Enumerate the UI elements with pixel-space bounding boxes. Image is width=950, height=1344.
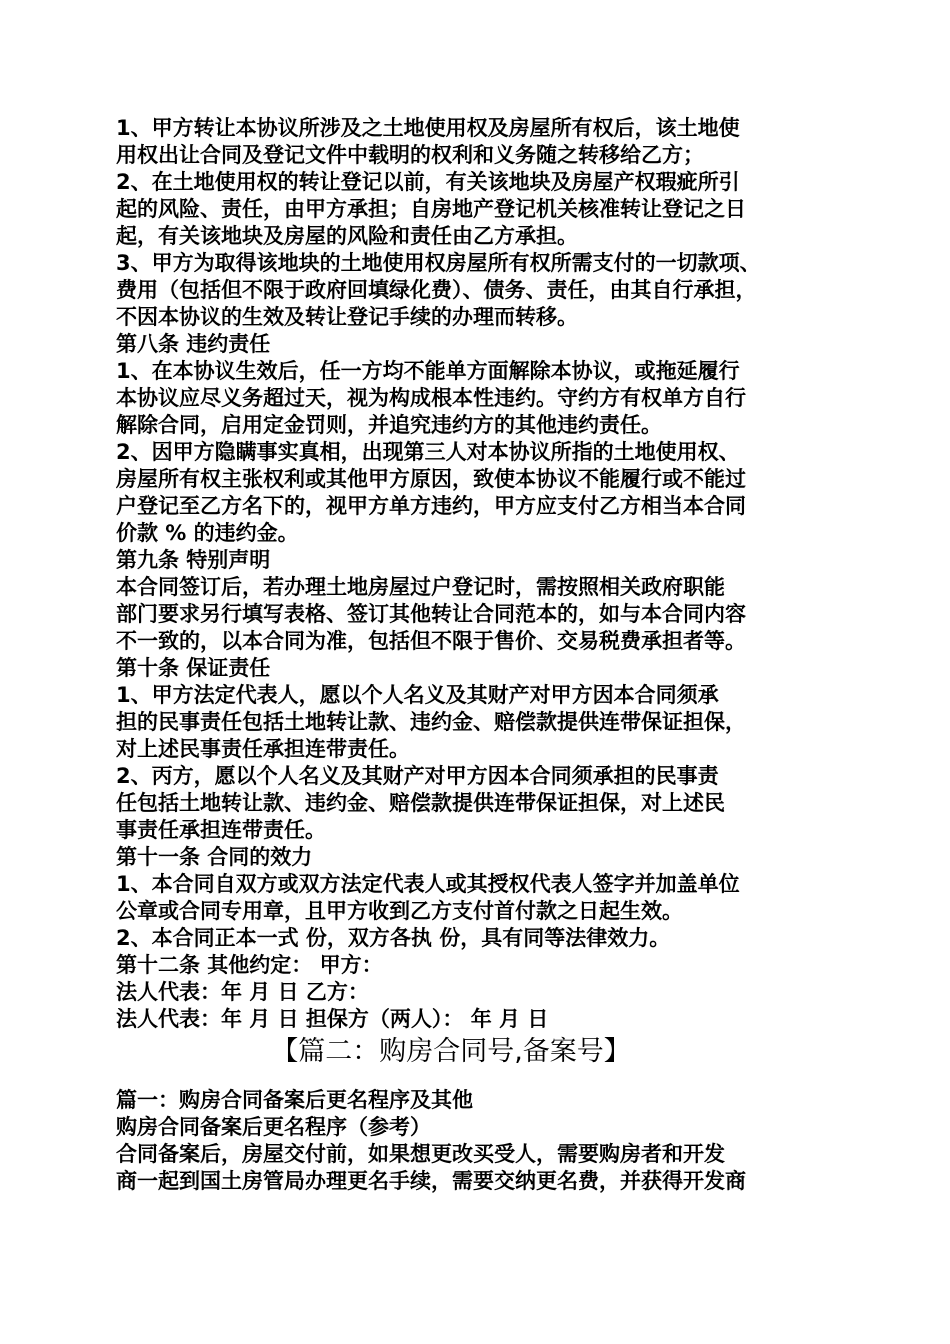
text-line: 1、甲方法定代表人，愿以个人名义及其财产对甲方因本合同须承 xyxy=(116,683,719,707)
signature-line: 法人代表：年 月 日 担保方（两人）： 年 月 日 xyxy=(116,1007,549,1031)
text-line: 户登记至乙方名下的，视甲方单方违约，甲方应支付乙方相当本合同 xyxy=(116,494,746,518)
text-line: 费用（包括但不限于政府回填绿化费）、债务、责任，由其自行承担， xyxy=(116,278,757,302)
text-line: 起，有关该地块及房屋的风险和责任由乙方承担。 xyxy=(116,224,578,248)
text-line: 起的风险、责任，由甲方承担；自房地产登记机关核准转让登记之日 xyxy=(116,197,746,221)
article-heading: 第十二条 其他约定： 甲方： xyxy=(116,953,383,977)
text-line: 商一起到国土房管局办理更名手续，需要交纳更名费，并获得开发商 xyxy=(116,1169,746,1193)
text-line: 本合同签订后，若办理土地房屋过户登记时，需按照相关政府职能 xyxy=(116,575,725,599)
text-line: 对上述民事责任承担连带责任。 xyxy=(116,737,410,761)
article-heading: 购房合同备案后更名程序（参考） xyxy=(116,1115,431,1139)
section-title: 【篇二：购房合同号,备案号】 xyxy=(271,1036,631,1067)
article-heading: 第十条 保证责任 xyxy=(116,656,271,680)
text-line: 1、甲方转让本协议所涉及之土地使用权及房屋所有权后，该土地使 xyxy=(116,116,740,140)
text-line: 担的民事责任包括土地转让款、违约金、赔偿款提供连带保证担保， xyxy=(116,710,746,734)
section-two-body xyxy=(116,1087,846,1195)
text-line: 2、丙方，愿以个人名义及其财产对甲方因本合同须承担的民事责 xyxy=(116,764,719,788)
text-line: 1、在本协议生效后，任一方均不能单方面解除本协议，或拖延履行 xyxy=(116,359,740,383)
article-heading: 第九条 特别声明 xyxy=(116,548,271,572)
article-heading: 第八条 违约责任 xyxy=(116,332,271,356)
text-line: 事责任承担连带责任。 xyxy=(116,818,326,842)
text-line: 部门要求另行填写表格、签订其他转让合同范本的，如与本合同内容 xyxy=(116,602,746,626)
article-heading: 篇一：购房合同备案后更名程序及其他 xyxy=(116,1088,473,1112)
text-line: 合同备案后，房屋交付前，如果想更改买受人，需要购房者和开发 xyxy=(116,1142,725,1166)
text-line: 价款 % 的违约金。 xyxy=(116,521,299,545)
text-line: 3、甲方为取得该地块的土地使用权房屋所有权所需支付的一切款项、 xyxy=(116,251,761,275)
text-line: 2、本合同正本一式 份，双方各执 份，具有同等法律效力。 xyxy=(116,926,671,950)
text-line: 房屋所有权主张权利或其他甲方原因，致使本协议不能履行或不能过 xyxy=(116,467,746,491)
text-line: 解除合同，启用定金罚则，并追究违约方的其他违约责任。 xyxy=(116,413,662,437)
text-line: 公章或合同专用章，且甲方收到乙方支付首付款之日起生效。 xyxy=(116,899,683,923)
article-heading: 第十一条 合同的效力 xyxy=(116,845,313,869)
text-line: 不因本协议的生效及转让登记手续的办理而转移。 xyxy=(116,305,578,329)
text-line: 不一致的，以本合同为准，包括但不限于售价、交易税费承担者等。 xyxy=(116,629,746,653)
text-line: 用权出让合同及登记文件中载明的权利和义务随之转移给乙方； xyxy=(116,143,704,167)
text-line: 本协议应尽义务超过天，视为构成根本性违约。守约方有权单方自行 xyxy=(116,386,746,410)
text-line: 任包括土地转让款、违约金、赔偿款提供连带保证担保，对上述民 xyxy=(116,791,725,815)
text-line: 2、在土地使用权的转让登记以前，有关该地块及房屋产权瑕疵所引 xyxy=(116,170,740,194)
document-page xyxy=(116,115,846,1195)
text-line: 2、因甲方隐瞒事实真相，出现第三人对本协议所指的土地使用权、 xyxy=(116,440,740,464)
contract-clauses xyxy=(116,115,846,1033)
text-line: 1、本合同自双方或双方法定代表人或其授权代表人签字并加盖单位 xyxy=(116,872,740,896)
signature-line: 法人代表：年 月 日 乙方： xyxy=(116,980,369,1004)
